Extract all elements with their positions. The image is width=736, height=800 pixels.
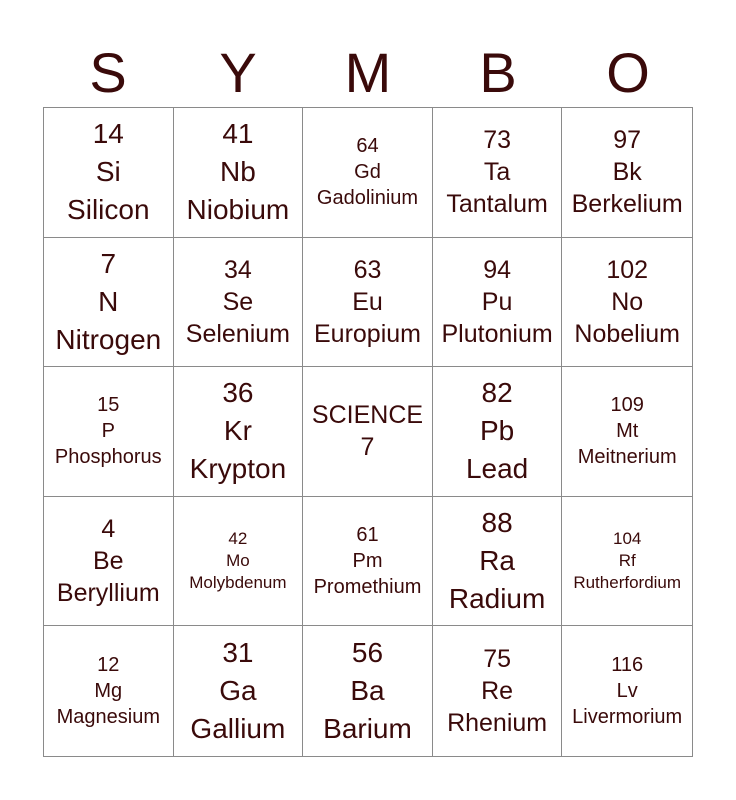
bingo-header bbox=[43, 38, 693, 108]
atomic-number: 63 bbox=[353, 255, 382, 284]
element-name: Selenium bbox=[185, 319, 290, 348]
atomic-number: 34 bbox=[223, 255, 252, 284]
element-name: Nitrogen bbox=[55, 323, 162, 355]
element-name: Rhenium bbox=[447, 709, 548, 738]
element-name: Tantalum bbox=[446, 190, 548, 219]
element-symbol: Mg bbox=[94, 680, 123, 703]
element-symbol: Eu bbox=[352, 287, 383, 316]
atomic-number: 116 bbox=[611, 654, 644, 677]
element-name: Gallium bbox=[190, 713, 286, 745]
element-name: Beryllium bbox=[56, 579, 160, 608]
bingo-cell[interactable] bbox=[174, 367, 304, 497]
element-name: Nobelium bbox=[574, 319, 680, 348]
element-name: Livermorium bbox=[572, 706, 683, 729]
atomic-number: 102 bbox=[606, 255, 649, 284]
bingo-cell[interactable] bbox=[44, 626, 174, 756]
element-symbol: P bbox=[101, 420, 115, 443]
element-name: Plutonium bbox=[441, 319, 553, 348]
element-symbol: Se bbox=[222, 287, 254, 316]
atomic-number: 15 bbox=[97, 394, 120, 417]
atomic-number: 94 bbox=[483, 255, 511, 284]
atomic-number: 7 bbox=[100, 247, 117, 279]
element-symbol: Gd bbox=[354, 161, 381, 184]
bingo-cell[interactable] bbox=[44, 108, 174, 238]
element-name: Barium bbox=[323, 713, 412, 745]
bingo-cell[interactable] bbox=[44, 497, 174, 627]
element-name: Silicon bbox=[67, 194, 150, 226]
atomic-number: 64 bbox=[356, 135, 379, 158]
element-symbol: Bk bbox=[612, 158, 642, 187]
atomic-number: 75 bbox=[483, 645, 511, 674]
bingo-cell[interactable] bbox=[44, 367, 174, 497]
bingo-cell[interactable] bbox=[562, 626, 692, 756]
bingo-cell[interactable] bbox=[433, 238, 563, 368]
element-name: Krypton bbox=[189, 453, 287, 485]
header-letter-y: Y bbox=[219, 41, 257, 104]
element-symbol: Pu bbox=[481, 287, 513, 316]
bingo-cell[interactable] bbox=[174, 626, 304, 756]
atomic-number: 88 bbox=[481, 507, 513, 539]
bingo-cell[interactable] bbox=[433, 497, 563, 627]
element-name: Niobium bbox=[186, 194, 290, 226]
element-name: Phosphorus bbox=[54, 446, 162, 469]
header-letter-m: M bbox=[344, 41, 392, 104]
element-symbol: Nb bbox=[219, 156, 256, 188]
free-space-cell[interactable] bbox=[303, 367, 433, 497]
free-space-label: 7 bbox=[360, 433, 375, 462]
element-symbol: N bbox=[98, 285, 119, 317]
bingo-board bbox=[43, 107, 693, 757]
atomic-number: 61 bbox=[356, 524, 379, 547]
bingo-cell[interactable] bbox=[562, 238, 692, 368]
header-letter-s: S bbox=[89, 41, 127, 104]
element-symbol: Rf bbox=[618, 551, 636, 571]
bingo-cell[interactable] bbox=[303, 626, 433, 756]
atomic-number: 31 bbox=[222, 637, 254, 669]
atomic-number: 14 bbox=[92, 118, 124, 150]
atomic-number: 104 bbox=[613, 529, 642, 549]
bingo-cell[interactable] bbox=[433, 108, 563, 238]
element-symbol: Pm bbox=[352, 550, 383, 573]
bingo-cell[interactable] bbox=[174, 497, 304, 627]
bingo-cell[interactable] bbox=[562, 108, 692, 238]
element-symbol: Mt bbox=[616, 420, 639, 443]
bingo-cell[interactable] bbox=[562, 497, 692, 627]
element-symbol: Lv bbox=[616, 680, 638, 703]
free-space-label: SCIENCE bbox=[311, 401, 424, 430]
element-name: Lead bbox=[465, 453, 529, 485]
element-symbol: Re bbox=[481, 677, 514, 706]
element-name: Europium bbox=[313, 319, 421, 348]
element-name: Promethium bbox=[313, 576, 422, 599]
element-name: Radium bbox=[448, 583, 546, 615]
atomic-number: 73 bbox=[483, 126, 511, 155]
element-name: Gadolinium bbox=[316, 187, 419, 210]
bingo-cell[interactable] bbox=[174, 238, 304, 368]
element-symbol: Pb bbox=[479, 415, 515, 447]
element-symbol: Ba bbox=[350, 675, 385, 707]
atomic-number: 97 bbox=[613, 126, 642, 155]
bingo-cell[interactable] bbox=[174, 108, 304, 238]
bingo-cell[interactable] bbox=[44, 238, 174, 368]
bingo-cell[interactable] bbox=[303, 497, 433, 627]
bingo-cell[interactable] bbox=[562, 367, 692, 497]
element-name: Meitnerium bbox=[577, 446, 677, 469]
header-letter-b: B bbox=[479, 41, 517, 104]
bingo-cell[interactable] bbox=[303, 108, 433, 238]
atomic-number: 4 bbox=[101, 515, 116, 544]
element-name: Berkelium bbox=[571, 190, 683, 219]
atomic-number: 41 bbox=[222, 118, 254, 150]
element-symbol: Kr bbox=[223, 415, 252, 447]
bingo-cell[interactable] bbox=[433, 626, 563, 756]
atomic-number: 12 bbox=[97, 654, 120, 677]
element-name: Rutherfordium bbox=[573, 573, 682, 593]
element-symbol: Be bbox=[93, 547, 124, 576]
atomic-number: 56 bbox=[351, 637, 384, 669]
element-symbol: Ta bbox=[483, 158, 511, 187]
atomic-number: 109 bbox=[610, 394, 644, 417]
header-letter-o: O bbox=[606, 41, 650, 104]
bingo-cell[interactable] bbox=[303, 238, 433, 368]
element-name: Molybdenum bbox=[189, 573, 287, 593]
atomic-number: 42 bbox=[228, 529, 248, 549]
element-symbol: Ga bbox=[219, 675, 257, 707]
element-symbol: No bbox=[611, 287, 644, 316]
atomic-number: 36 bbox=[222, 377, 254, 409]
element-symbol: Ra bbox=[479, 545, 515, 577]
bingo-cell[interactable] bbox=[433, 367, 563, 497]
element-symbol: Mo bbox=[226, 551, 250, 571]
atomic-number: 82 bbox=[481, 377, 513, 409]
element-symbol: Si bbox=[95, 156, 121, 188]
element-name: Magnesium bbox=[56, 706, 160, 729]
